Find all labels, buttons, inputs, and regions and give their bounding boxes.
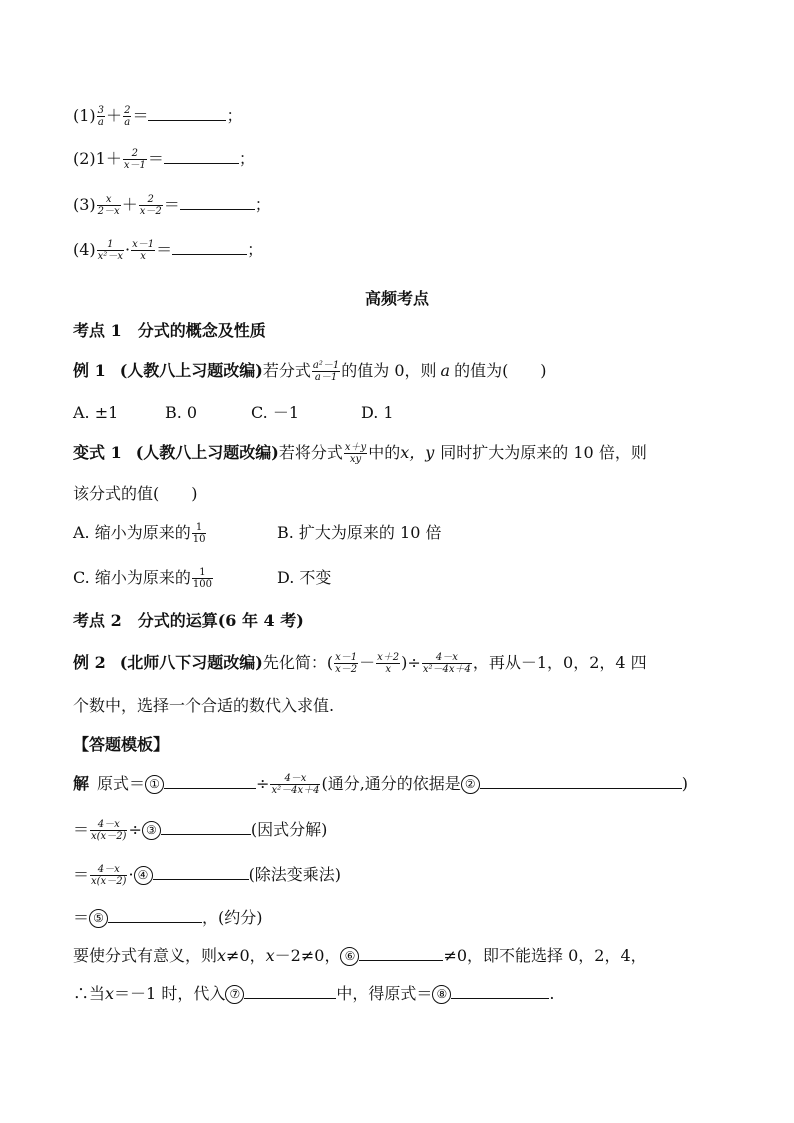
- text: )÷: [401, 653, 421, 672]
- numerator: x＋2: [377, 652, 400, 663]
- answer-blank-1[interactable]: [164, 772, 256, 789]
- fraction: [97, 194, 121, 217]
- exercise-2: [73, 147, 255, 171]
- numerator: x＋y: [344, 442, 367, 453]
- denominator: 2－x: [97, 206, 120, 217]
- denominator: a: [124, 117, 131, 128]
- denominator: x²－x: [97, 251, 123, 262]
- variant-1-label: 变式 1: [73, 443, 122, 462]
- example-1: [73, 360, 547, 383]
- fraction: [139, 194, 163, 217]
- circle-number-7: ⑦: [225, 985, 244, 1004]
- numerator: 1: [107, 239, 114, 250]
- variant-1-source: (人教八上习题改编): [135, 443, 279, 462]
- fraction: [97, 105, 105, 128]
- template-line-3: [73, 863, 341, 887]
- exercise-2-label: (2)1＋: [73, 149, 122, 168]
- key-point-2-title: 考点 2 分式的运算(6 年 4 考): [73, 611, 304, 630]
- text: ＝: [73, 908, 90, 927]
- divide-sign: ÷: [128, 820, 142, 839]
- fraction: [344, 442, 367, 465]
- section-title: 高频考点: [364, 289, 429, 308]
- variant-1-options-ab: [73, 522, 441, 545]
- variant-1: [73, 442, 647, 465]
- equals-sign: ＝: [156, 240, 173, 259]
- denominator: x－1: [123, 160, 146, 171]
- fraction: [97, 239, 124, 262]
- answer-blank-8[interactable]: [451, 982, 549, 999]
- option-c-text: C. 缩小为原来的: [73, 568, 191, 587]
- example-1-source: (人教八上习题改编): [119, 361, 263, 380]
- variable: a: [440, 361, 451, 380]
- fraction: [334, 652, 358, 675]
- example-2-label: 例 2: [73, 653, 106, 672]
- template-line-2: [73, 818, 327, 842]
- fraction: [123, 148, 147, 171]
- fraction: [131, 239, 155, 262]
- answer-blank-3[interactable]: [161, 818, 251, 835]
- exercise-1-label: (1): [73, 106, 96, 125]
- numerator: a²－1: [312, 360, 340, 371]
- numerator: 2: [131, 148, 139, 159]
- text: 原式＝: [97, 774, 146, 793]
- fraction: [192, 567, 213, 590]
- option-a-text: A. 缩小为原来的: [73, 523, 191, 542]
- punct: ；: [238, 149, 255, 168]
- punct: ；: [247, 240, 264, 259]
- denominator: x²－4x＋4: [422, 664, 471, 675]
- denominator: x－2: [139, 206, 162, 217]
- numerator: x－1: [335, 652, 358, 663]
- option-b[interactable]: B. 0: [165, 403, 198, 422]
- divide-sign: ÷: [256, 774, 270, 793]
- text: 中，得原式＝: [336, 984, 433, 1003]
- numerator: 3: [97, 105, 105, 116]
- fraction: [90, 819, 127, 842]
- denominator: x: [131, 250, 155, 262]
- circle-number-1: ①: [145, 775, 164, 794]
- template-line-1: [73, 772, 688, 796]
- key-point-1-title: 考点 1 分式的概念及性质: [73, 321, 266, 340]
- fraction: [376, 652, 400, 675]
- denominator: 10: [192, 534, 206, 545]
- template-header: 【答题模板】: [73, 735, 170, 754]
- text: (除法变乘法): [248, 865, 342, 884]
- answer-blank-7[interactable]: [244, 982, 336, 999]
- text: 若将分式: [278, 443, 343, 462]
- numerator: x: [105, 194, 112, 205]
- equals-sign: ＝: [163, 195, 180, 214]
- numerator: 1: [195, 522, 203, 533]
- exercise-3: (3) $\frac{x}{2-x}$ ＋ $\frac{2}{x-2}$ ＝ ；: [73, 194, 271, 217]
- answer-blank-4[interactable]: [153, 863, 249, 880]
- text: ＝－1 时，代入: [114, 984, 226, 1003]
- numerator: 4－x: [284, 773, 307, 784]
- exercise-4-label: (4): [73, 240, 96, 259]
- fraction: [270, 773, 320, 796]
- numerator: 4－x: [97, 819, 120, 830]
- fraction: [90, 864, 127, 887]
- circle-number-5: ⑤: [89, 909, 108, 928]
- template-line-5: 要使分式有意义，则x≠0，x－2≠0， ⑥ ≠0，即不能选择 0，2，4，: [73, 946, 647, 965]
- variant-1-line2: 该分式的值( ): [73, 484, 198, 503]
- denominator: x(x－2): [91, 876, 127, 887]
- template-line-4: [73, 906, 263, 929]
- minus-sign: －: [359, 653, 376, 672]
- multiply-dot: ·: [128, 865, 134, 884]
- text: ≠0，即不能选择 0，2，4，: [443, 946, 647, 965]
- circle-number-8: ⑧: [432, 985, 451, 1004]
- fraction: [192, 522, 207, 545]
- denominator: x(x－2): [91, 831, 127, 842]
- option-b[interactable]: B. 扩大为原来的 10 倍: [277, 523, 442, 542]
- answer-blank[interactable]: [180, 193, 255, 210]
- text: 的值为 0，则: [341, 361, 437, 380]
- circle-number-4: ④: [134, 866, 153, 885]
- variant-1-options-cd: [73, 567, 331, 590]
- answer-blank-6[interactable]: [359, 944, 443, 961]
- punct: ；: [226, 106, 243, 125]
- numerator: 1: [199, 567, 206, 578]
- option-d[interactable]: D. 1: [361, 403, 394, 422]
- answer-blank[interactable]: [148, 104, 226, 121]
- exercise-4: (4) $\frac{1}{\text{x²－x}}$ · $\frac{x-1}{x}$ ＝ ；: [73, 239, 264, 262]
- option-c[interactable]: [73, 567, 277, 590]
- numerator: 4－x: [97, 864, 120, 875]
- circle-number-3: ③: [142, 821, 161, 840]
- variables: x，y: [400, 443, 435, 462]
- text: 若分式: [262, 361, 311, 380]
- circle-number-6: ⑥: [340, 947, 359, 966]
- example-2: [73, 652, 647, 675]
- denominator: x²－4x＋4: [271, 785, 320, 796]
- punct: ；: [254, 195, 271, 214]
- text: 先化简：(: [262, 653, 334, 672]
- example-1-options: [73, 402, 394, 424]
- exercise-1: (1) $\frac{3}{a}$ ＋ $\frac{2}{a}$ ＝ ；: [73, 105, 243, 128]
- numerator: 2: [147, 194, 154, 205]
- fraction: [123, 105, 131, 128]
- text: 的值为( ): [454, 361, 547, 380]
- text: ，再从－1，0，2，4 四: [472, 653, 647, 672]
- text: ): [681, 774, 689, 793]
- text: －2≠0，: [274, 946, 341, 965]
- text: ∴当: [73, 984, 106, 1003]
- example-2-source: (北师八下习题改编): [119, 653, 263, 672]
- denominator: xy: [344, 453, 367, 465]
- numerator: x－1: [132, 239, 155, 250]
- option-d[interactable]: D. 不变: [277, 568, 332, 587]
- answer-blank[interactable]: [172, 238, 247, 255]
- option-c[interactable]: C. －1: [251, 403, 300, 422]
- text: ＝: [73, 865, 90, 884]
- denominator: 100: [192, 579, 212, 590]
- text: 中的: [368, 443, 401, 462]
- text: (通分,通分的依据是: [321, 774, 461, 793]
- denominator: x－2: [335, 664, 358, 675]
- text: ＝: [73, 820, 90, 839]
- text: 要使分式有意义，则: [73, 946, 218, 965]
- denominator: a－1: [312, 371, 340, 383]
- circle-number-2: ②: [461, 775, 480, 794]
- example-1-label: 例 1: [73, 361, 106, 380]
- example-2-line2: 个数中，选择一个合适的数代入求值.: [73, 696, 335, 715]
- fraction: [422, 652, 472, 675]
- denominator: x: [376, 663, 400, 675]
- denominator: a: [97, 117, 104, 128]
- template-line-6: ∴当x＝－1 时，代入 ⑦ 中，得原式＝ ⑧ .: [73, 984, 555, 1003]
- answer-blank-2[interactable]: [480, 772, 682, 789]
- text: 同时扩大为原来的 10 倍，则: [440, 443, 647, 462]
- solve-label: 解: [73, 774, 90, 793]
- text: ≠0，: [226, 946, 266, 965]
- exercise-3-label: (3): [73, 195, 96, 214]
- equals-sign: ＝: [147, 149, 164, 168]
- answer-blank[interactable]: [164, 147, 239, 164]
- option-a[interactable]: A. ±1: [73, 403, 119, 422]
- numerator: 4－x: [435, 652, 458, 663]
- option-a[interactable]: [73, 522, 277, 545]
- text: .: [549, 984, 555, 1003]
- numerator: 2: [124, 105, 131, 116]
- text: ，(约分): [202, 908, 263, 927]
- equals-sign: ＝: [132, 106, 149, 125]
- text: (因式分解): [250, 820, 328, 839]
- fraction: [312, 360, 340, 383]
- answer-blank-5[interactable]: [108, 906, 202, 923]
